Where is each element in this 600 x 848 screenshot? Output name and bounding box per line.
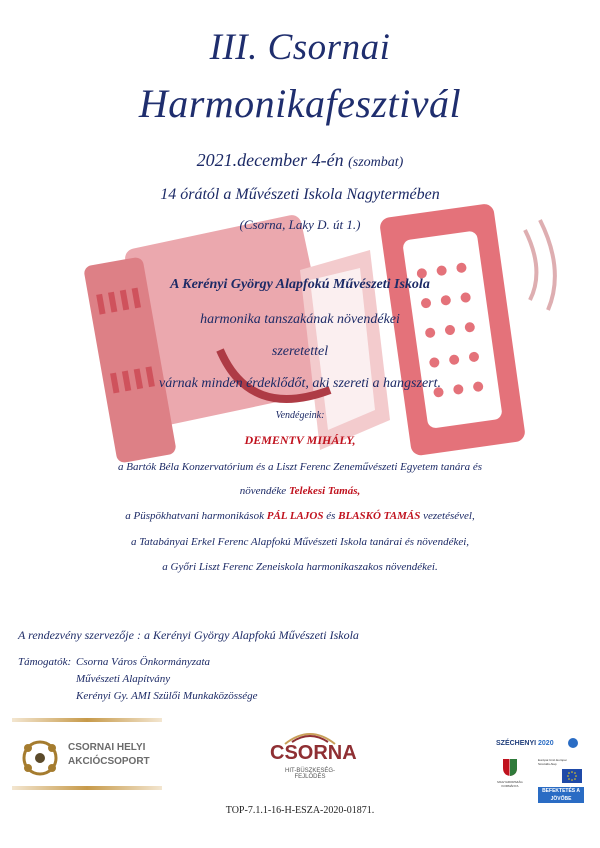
supporter-item-3: Kerényi Gy. AMI Szülői Munkaközössége [76, 690, 258, 702]
event-date: 2021.december 4-én [196, 150, 344, 170]
logo-left-line-1: CSORNAI HELYI [68, 742, 146, 753]
event-time-place: 14 órától a Művészeti Iskola Nagytermében [160, 186, 440, 203]
location-pin-icon [568, 738, 578, 748]
guests-line-5: a Tatabányai Erkel Ferenc Alapfokú Művészeti Iskola tanárai és növendékei, [130, 536, 470, 548]
szechenyi-2020-logo [484, 740, 586, 802]
guests-label: Vendégeink: [275, 410, 325, 421]
logo-right-num: 2020 [538, 740, 554, 747]
event-address: (Csorna, Laky D. út 1.) [239, 217, 361, 232]
guest-name-4: BLASKÓ TAMÁS [338, 510, 421, 522]
logo-left-line-2: AKCIÓCSOPORT [68, 756, 150, 767]
school-name: A Kerényi György Alapfokú Művészeti Iskola [170, 277, 430, 292]
csorna-city-logo [270, 728, 357, 788]
invitation-line-4: várnak minden érdeklődőt, aki szereti a hangszert. [158, 376, 442, 391]
guests-line-4-suffix: vezetésével, [423, 510, 475, 522]
guests-line-6: a Győri Liszt Ferenc Zeneiskola harmonikaszakos növendékei. [162, 561, 438, 573]
supporter-item-2: Művészeti Alapítvány [76, 673, 171, 685]
title-line-2: Harmonikafesztivál [138, 81, 462, 126]
guest-name-3: PÁL LAJOS [266, 510, 324, 522]
guest-name-1: DEMENTV MIHÁLY, [244, 433, 356, 447]
supporter-item-1: Csorna Város Önkormányzata [76, 656, 211, 668]
guests-line-3 [0, 485, 600, 497]
logo-right-top-text: SZÉCHENYI [496, 740, 537, 747]
guests-line-4 [0, 510, 600, 522]
logo-center-name: CSORNA [270, 742, 357, 764]
event-day: (szombat) [348, 155, 404, 170]
eu-flag-icon [562, 769, 582, 783]
coat-of-arms-icon [502, 757, 518, 777]
logo-right-mid: MAGYARORSZÁG KORMÁNYA [497, 780, 523, 788]
organizer-line: A rendezvény szervezője : a Kerényi György Alapfokú Művészeti Iskola [18, 628, 359, 642]
logo-right-eu-text: Európai Unió Európai Szociális Alap [538, 758, 567, 766]
logo-center-sub: HIT-BÜSZKESÉG-FEJLŐDÉS [284, 768, 335, 780]
logo-right-top [496, 740, 554, 747]
footer-project-code: TOP-7.1.1-16-H-ESZA-2020-01871. [225, 805, 375, 816]
guests-line-3-prefix: növendéke [239, 485, 287, 497]
invitation-line-3: szeretettel [271, 344, 329, 359]
supporters-label: Támogatók: [18, 656, 72, 668]
title-line-1: III. Csornai [209, 27, 391, 68]
guests-line-4-mid: és [326, 510, 336, 522]
guest-name-2: Telekesi Tamás, [288, 485, 361, 497]
logo-right-bottom: BEFEKTETÉS A JÖVŐBE [538, 787, 584, 803]
people-circle-icon [16, 738, 64, 778]
invitation-line-2: harmonika tanszakának növendékei [200, 312, 400, 327]
event-date-line [0, 150, 600, 171]
guests-line-4-prefix: a Püspökhatvani harmonikások [125, 510, 264, 522]
guests-line-2: a Bartók Béla Konzervatórium és a Liszt Ferenc Zeneművészeti Egyetem tanára és [117, 461, 483, 473]
helyi-akciocsoport-logo [12, 718, 162, 790]
